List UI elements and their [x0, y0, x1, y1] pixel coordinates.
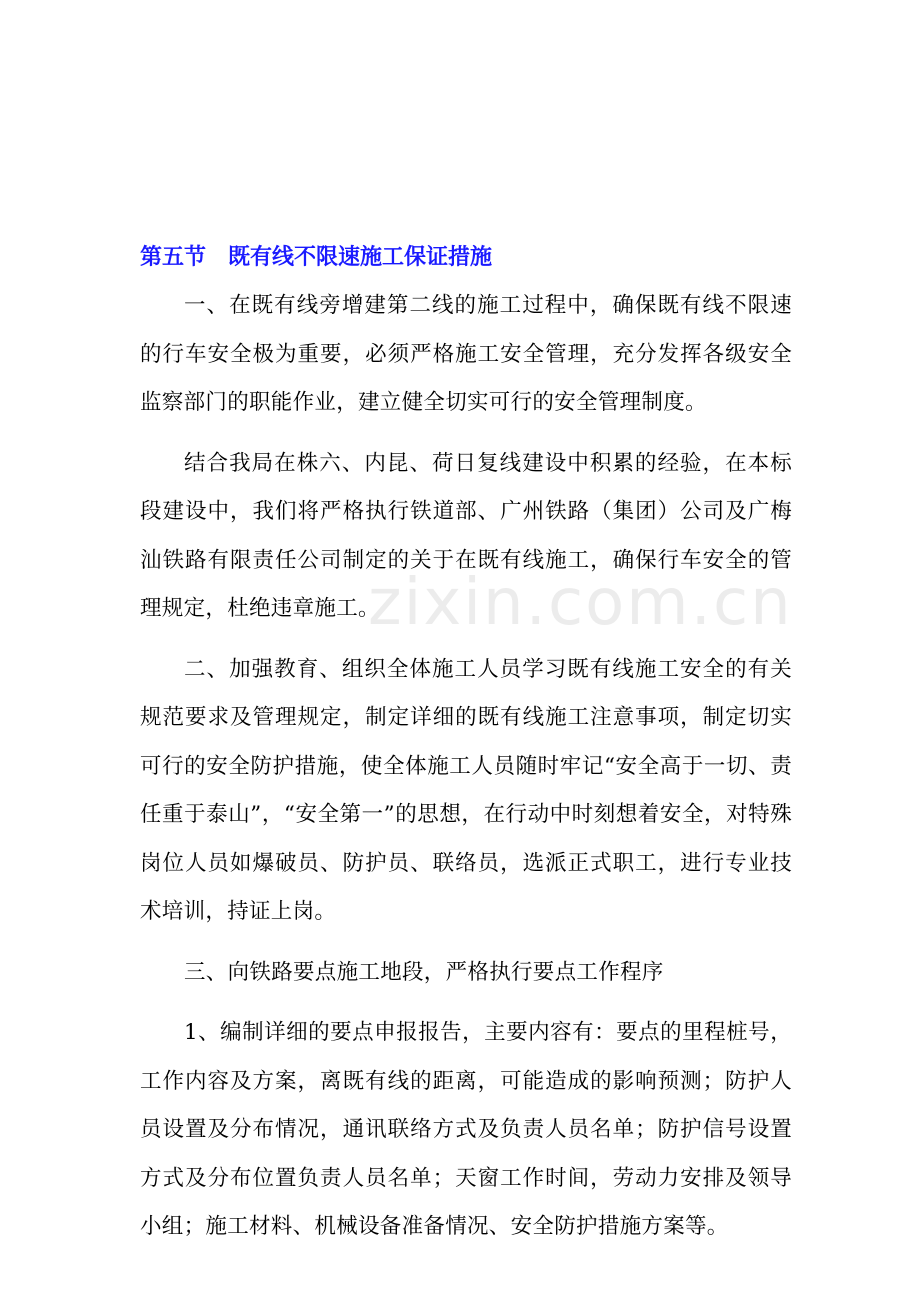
paragraph-5: 1、编制详细的要点申报报告，主要内容有：要点的里程桩号，工作内容及方案，离既有线的距离，可能造成的影响预测；防护人员设置及分布情况，通讯联络方式及负责人员名单；防护信号设置方式及分布位置负责人员名单；天窗工作时间，劳动力安排及领导小组；施工材料、机械设备准备情况、安全防护措施方案等。 — [140, 1020, 792, 1239]
section-body — [140, 282, 792, 1252]
watermark: zixin.com.cn — [368, 566, 793, 640]
paragraph-2: 结合我局在株六、内昆、荷日复线建设中积累的经验，在本标段建设中，我们将严格执行铁道部、广州铁路（集团）公司及广梅汕铁路有限责任公司制定的关于在既有线施工，确保行车安全的管理规定，杜绝违章施工。 — [140, 450, 792, 621]
paragraph-4: 三、向铁路要点施工地段，严格执行要点工作程序 — [184, 959, 664, 985]
paragraph-1: 一、在既有线旁增建第二线的施工过程中，确保既有线不限速的行车安全极为重要，必须严格施工安全管理，充分发挥各级安全监察部门的职能作业，建立健全切实可行的安全管理制度。 — [140, 293, 792, 415]
paragraph-3: 二、加强教育、组织全体施工人员学习既有线施工安全的有关规范要求及管理规定，制定详细的既有线施工注意事项，制定切实可行的安全防护措施，使全体施工人员随时牢记“安全高于一切、责任重于泰山”，“安全第一”的思想，在行动中时刻想着安全，对特殊岗位人员如爆破员、防护员、联络员，选派正式职工，进行专业技术培训，持证上岗。 — [140, 656, 792, 924]
section-heading: 第五节 既有线不限速施工保证措施 — [140, 244, 493, 270]
